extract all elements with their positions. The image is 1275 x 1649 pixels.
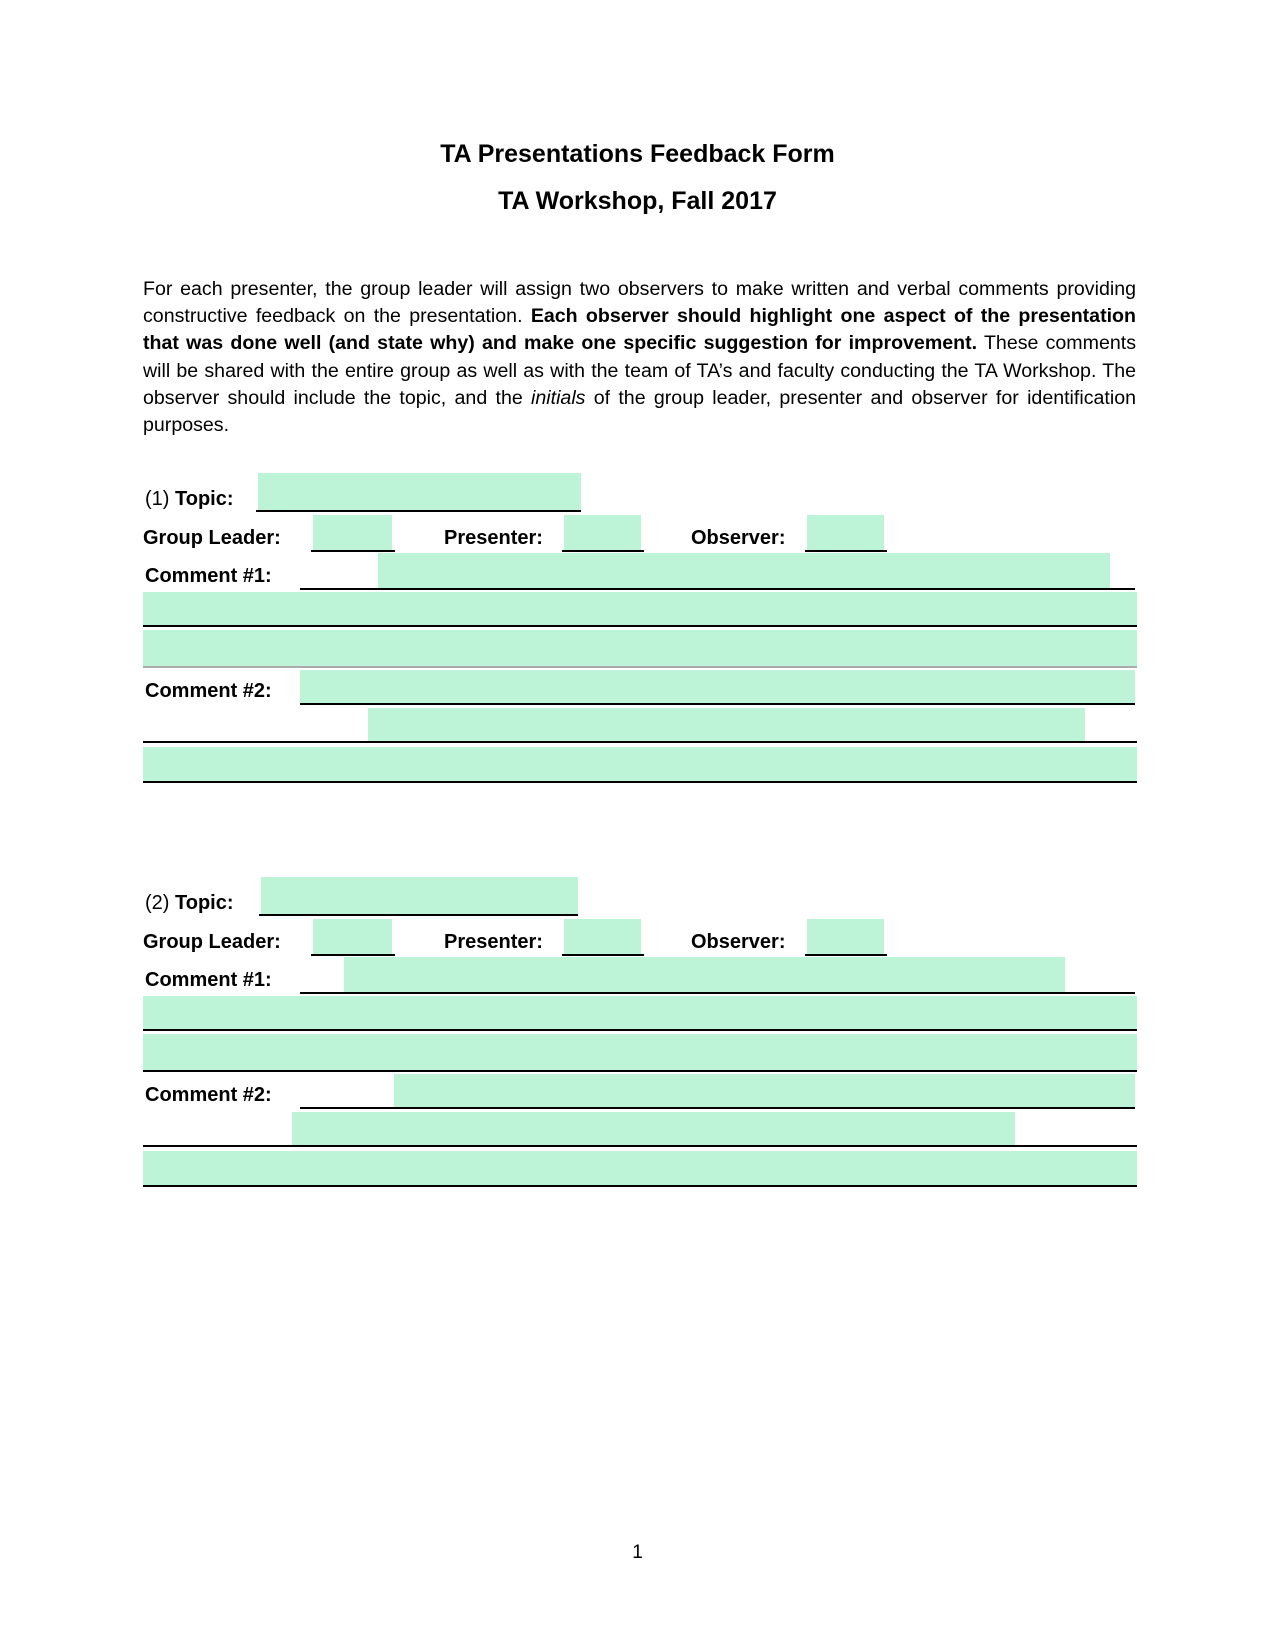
observer-blank-line — [805, 550, 887, 552]
group-leader-blank-highlight — [313, 515, 392, 550]
page-number: 1 — [632, 1542, 643, 1563]
comment1-line-3 — [143, 666, 1137, 668]
topic-blank-highlight — [261, 877, 578, 914]
comment2-line-1 — [300, 703, 1135, 705]
group-leader-blank-line — [311, 550, 395, 552]
topic-blank-highlight — [258, 473, 581, 510]
comment1-highlight-row2 — [143, 592, 1137, 625]
presenter-label: Presenter: — [444, 527, 543, 549]
comment2-highlight-row3 — [143, 1151, 1137, 1185]
comment2-line-3 — [143, 781, 1137, 783]
intro-text-bold: Each observer should highlight one aspect of the presentation that was done well (and state why) and make one specific suggestion for improvement. — [143, 305, 1136, 355]
section-index: (1) — [145, 488, 170, 510]
comment1-label: Comment #1: — [145, 565, 272, 587]
presenter-blank-line — [562, 954, 644, 956]
observer-blank-highlight — [807, 919, 884, 954]
intro-text-2: These comments will be shared with the entire group as well as with the team of TA’s and faculty conducting the TA Workshop. The observer should include the topic, and the — [143, 332, 1136, 409]
group-leader-blank-highlight — [313, 919, 392, 954]
comment1-line-2 — [143, 625, 1137, 627]
comment2-highlight-row2 — [292, 1112, 1015, 1145]
comment1-line-3 — [143, 1070, 1137, 1072]
intro-text-1: For each presenter, the group leader will assign two observers to make written and verbal comments providing constructive feedback on the presentation. — [143, 278, 1136, 328]
intro-text-3: of the group leader, presenter and observer for identification purposes. — [143, 386, 1136, 437]
form-subtitle: TA Workshop, Fall 2017 — [498, 187, 777, 215]
feedback-section-2 — [0, 877, 1275, 1189]
intro-paragraph — [143, 276, 1136, 439]
section-index: (2) — [145, 892, 170, 914]
form-title: TA Presentations Feedback Form — [440, 140, 835, 168]
comment1-label: Comment #1: — [145, 969, 272, 991]
comment2-line-3 — [143, 1185, 1137, 1187]
presenter-blank-highlight — [564, 919, 641, 954]
comment2-highlight — [300, 670, 1135, 703]
feedback-section-1 — [0, 473, 1275, 785]
intro-text-italic: initials — [531, 386, 586, 409]
presenter-label: Presenter: — [444, 931, 543, 953]
topic-label-text: Topic: — [175, 892, 234, 914]
topic-label — [145, 487, 234, 511]
presenter-blank-line — [562, 550, 644, 552]
group-leader-blank-line — [311, 954, 395, 956]
topic-blank-line — [256, 510, 581, 512]
observer-label: Observer: — [691, 527, 786, 549]
topic-label — [145, 891, 234, 915]
comment2-highlight-row2 — [368, 708, 1085, 741]
comment1-highlight-row3 — [143, 630, 1137, 666]
comment2-line-2 — [143, 741, 1137, 743]
observer-blank-line — [805, 954, 887, 956]
observer-blank-highlight — [807, 515, 884, 550]
comment2-highlight — [394, 1074, 1135, 1107]
group-leader-label: Group Leader: — [143, 527, 281, 549]
comment1-highlight-row2 — [143, 996, 1137, 1029]
comment2-line-2 — [143, 1145, 1137, 1147]
topic-label-text: Topic: — [175, 488, 234, 510]
comment1-line-2 — [143, 1029, 1137, 1031]
comment1-highlight — [344, 957, 1065, 992]
presenter-blank-highlight — [564, 515, 641, 550]
observer-label: Observer: — [691, 931, 786, 953]
comment2-highlight-row3 — [143, 747, 1137, 781]
comment2-label: Comment #2: — [145, 1084, 272, 1106]
comment2-line-1 — [300, 1107, 1135, 1109]
comment1-highlight — [378, 553, 1110, 588]
group-leader-label: Group Leader: — [143, 931, 281, 953]
comment1-line-1 — [300, 992, 1135, 994]
comment2-label: Comment #2: — [145, 680, 272, 702]
comment1-highlight-row3 — [143, 1034, 1137, 1070]
topic-blank-line — [259, 914, 578, 916]
comment1-line-1 — [300, 588, 1135, 590]
